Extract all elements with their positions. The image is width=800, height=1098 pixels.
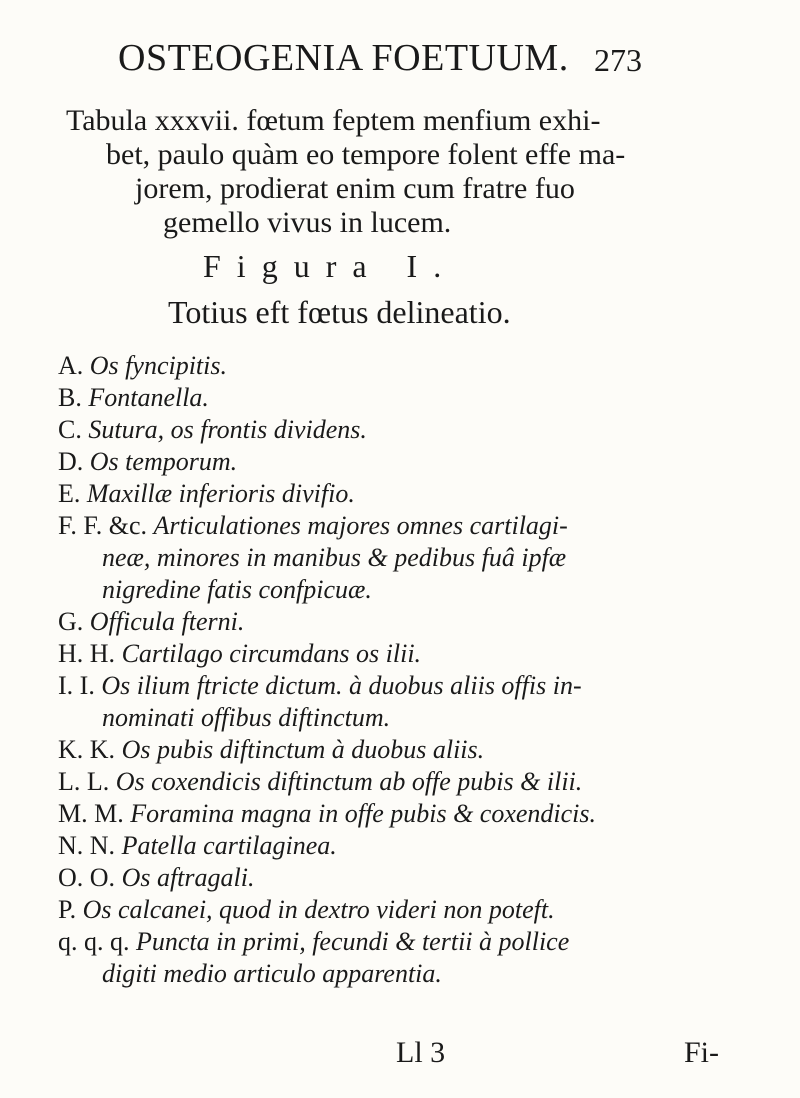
legend-text: Os fyncipitis. — [89, 351, 227, 380]
legend-key: K. K. — [58, 735, 116, 764]
legend-item — [58, 830, 758, 862]
legend-continuation: neæ, minores in manibus & pedibus fuâ ipfæ — [102, 543, 567, 572]
page-number: 273 — [594, 42, 642, 78]
catchword: Fi- — [684, 1036, 720, 1069]
intro-paragraph — [52, 104, 752, 240]
legend-item — [58, 862, 758, 894]
legend-text: Os temporum. — [89, 447, 238, 476]
intro-line: jorem, prodierat enim cum fratre fuo — [135, 172, 575, 205]
legend-item — [58, 350, 758, 382]
running-title: OSTEOGENIA FOETUUM. — [118, 37, 569, 79]
legend-item — [58, 382, 758, 414]
legend-key: D. — [58, 447, 84, 476]
legend-item — [58, 606, 758, 638]
printer-signature: Ll 3 — [396, 1036, 446, 1069]
legend-key: C. — [58, 415, 82, 444]
intro-line: gemello vivus in lucem. — [163, 206, 452, 239]
legend-key: H. H. — [58, 639, 116, 668]
intro-line: Tabula xxxvii. fœtum feptem menfium exhi- — [66, 104, 601, 137]
legend-key: A. — [58, 351, 84, 380]
legend-text: Cartilago circumdans os ilii. — [121, 639, 422, 668]
legend-text: Os coxendicis diftinctum ab offe pubis & ilii. — [115, 767, 583, 796]
legend-key: q. q. q. — [58, 927, 130, 956]
legend-key: O. O. — [58, 863, 116, 892]
legend-text: Os calcanei, quod in dextro videri non poteft. — [82, 895, 555, 924]
legend-text: Articulationes majores omnes cartilagi- — [153, 511, 568, 540]
legend-key: B. — [58, 383, 82, 412]
legend-key: F. F. &c. — [58, 511, 148, 540]
legend-text: Os aftragali. — [121, 863, 255, 892]
legend-item — [58, 446, 758, 478]
legend-text: Maxillæ inferioris divifio. — [86, 479, 355, 508]
legend-key: M. M. — [58, 799, 124, 828]
figure-subtitle: Totius eft fœtus delineatio. — [168, 294, 511, 330]
legend-item — [58, 798, 758, 830]
legend-continuation: nominati offibus diftinctum. — [102, 703, 391, 732]
legend-text: Fontanella. — [88, 383, 209, 412]
legend-text: Officula fterni. — [89, 607, 245, 636]
legend-text: Foramina magna in offe pubis & coxendicis. — [130, 799, 597, 828]
legend-key: L. L. — [58, 767, 110, 796]
figure-heading: Figura I. — [203, 248, 458, 284]
legend-item — [58, 414, 758, 446]
legend-item — [58, 894, 758, 926]
intro-line: bet, paulo quàm eo tempore folent effe ma- — [106, 138, 626, 171]
legend-item — [58, 926, 758, 990]
legend-item — [58, 670, 758, 734]
legend-item — [58, 638, 758, 670]
legend-item — [58, 766, 758, 798]
legend-text: Os pubis diftinctum à duobus aliis. — [121, 735, 485, 764]
legend-key: N. N. — [58, 831, 116, 860]
legend-key: G. — [58, 607, 84, 636]
running-head — [0, 36, 800, 86]
legend-text: Patella cartilaginea. — [121, 831, 337, 860]
legend-item — [58, 478, 758, 510]
legend-continuation: digiti medio articulo apparentia. — [102, 959, 442, 988]
figure-legend — [58, 350, 758, 990]
legend-item — [58, 734, 758, 766]
legend-text: Sutura, os frontis dividens. — [88, 415, 367, 444]
legend-key: E. — [58, 479, 81, 508]
legend-key: I. I. — [58, 671, 95, 700]
legend-item — [58, 510, 758, 606]
legend-continuation: nigredine fatis confpicuæ. — [102, 575, 372, 604]
legend-text: Puncta in primi, fecundi & tertii à pollice — [136, 927, 570, 956]
legend-key: P. — [58, 895, 77, 924]
legend-text: Os ilium ftricte dictum. à duobus aliis offis in- — [101, 671, 582, 700]
